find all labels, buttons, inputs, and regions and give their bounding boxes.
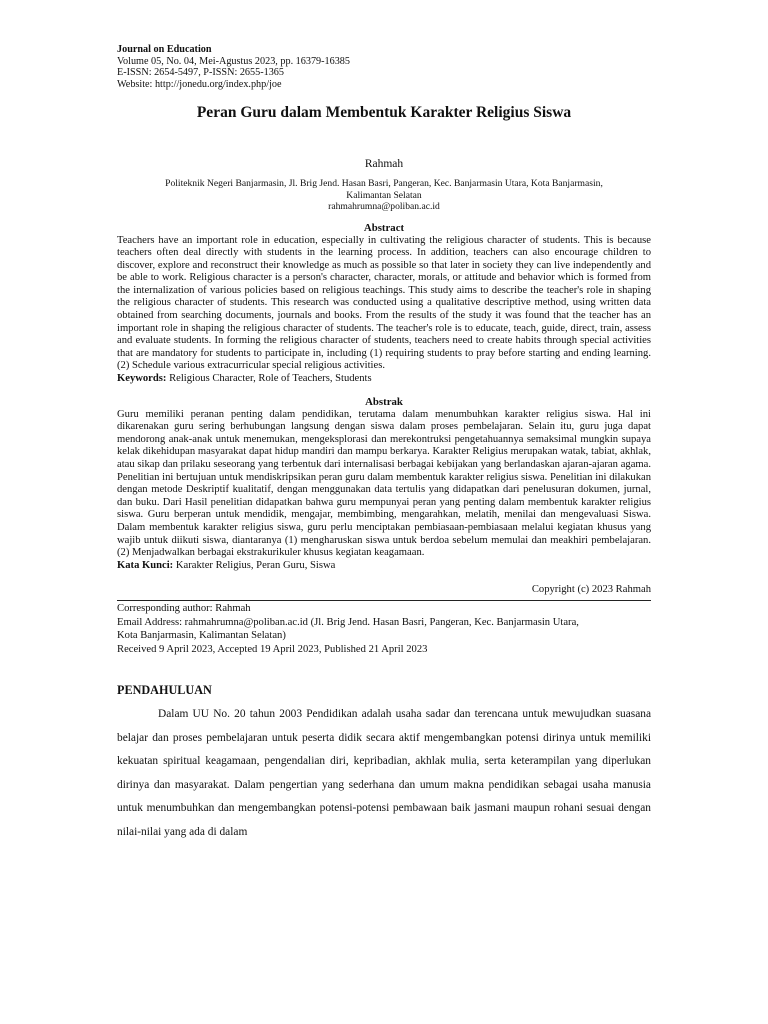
keywords-value: Religious Character, Role of Teachers, Students xyxy=(169,373,372,385)
author-email[interactable]: rahmahrumna@poliban.ac.id xyxy=(328,201,440,212)
copyright-notice: Copyright (c) 2023 Rahmah xyxy=(531,584,651,596)
section-heading-pendahuluan: PENDAHULUAN xyxy=(117,683,212,698)
abstract-heading: Abstract xyxy=(363,221,405,234)
keywords-label: Keywords: xyxy=(117,373,167,385)
paper-title: Peran Guru dalam Membentuk Karakter Religius Siswa xyxy=(196,104,572,121)
paper-page xyxy=(117,44,651,844)
intro-paragraph: Dalam UU No. 20 tahun 2003 Pendidikan adalah usaha sadar dan terencana untuk mewujudkan suasana belajar dan proses pembelajaran untuk peserta didik secara aktif mengembangkan potensi dirinya untuk memiliki kekuatan spiritual keagamaan, pengendalian diri, kepribadian, akhlak mulia, serta keterampilan yang diperlukan dirinya dan masyarakat. Dalam pengertian yang sederhana dan umum makna pendidikan sebagai usaha manusia untuk menumbuhkan dan mengembangkan potensi-potensi pembawaan baik jasmani maupun rohani sesuai dengan nilai-nilai yang ada di dalam xyxy=(117,708,651,838)
kata-kunci-value: Karakter Religius, Peran Guru, Siswa xyxy=(175,559,336,571)
publication-dates: Received 9 April 2023, Accepted 19 April 2023, Published 21 April 2023 xyxy=(117,643,428,655)
abstract-keywords xyxy=(117,373,651,386)
journal-header xyxy=(117,44,651,90)
correspondence-email-line-1: Email Address: rahmahrumna@poliban.ac.id (Jl. Brig Jend. Hasan Basri, Pangeran, Kec. Banjarmasin Utara, xyxy=(117,616,579,628)
journal-volume: Volume 05, No. 04, Mei-Agustus 2023, pp. 16379-16385 xyxy=(117,55,350,67)
journal-issn: E-ISSN: 2654-5497, P-ISSN: 2655-1365 xyxy=(117,67,284,78)
abstrak-keywords xyxy=(117,560,651,573)
journal-name: Journal on Education xyxy=(117,44,212,55)
author-name: Rahmah xyxy=(364,158,404,170)
abstrak-text: Guru memiliki peranan penting dalam pendidikan, terutama dalam menumbuhkan karakter religius siswa. Hal ini dikarenakan guru sering berhubungan langsung dengan siswa dalam proses pembelajaran. Selain itu, guru juga dapat mendorong anak-anak untuk menemukan, mengeksplorasi dan merekontruksi pengetahuannya semaksimal mungkin supaya kelak dikehidupan masyarakat dapat hidup mandiri dan mampu berkarya. Karakter Religius merupakan watak, tabiat, akhlak, atau sikap dan prilaku seseorang yang terbentuk dari internalisasi berbagai kebijakan yang berlandaskan ajaran-ajaran agama. Penelitian ini bertujuan untuk mendiskripsikan peran guru dalam membentuk karakter religius siswa. Penelitian ini dilakukan dengan metode Deskriptif kualitatif, dengan menggunakan data tertulis yang didapatkan dari penelusuran dokumen, jurnal, dan buku. Dari Hasil penelitian didapatkan bahwa guru mempunyai peran yang penting dalam membentuk karakter religius siswa. Guru berperan untuk mendidik, mengajar, membimbing, mengarahkan, melatih, menilai dan mengevaluasi Siswa. Dalam membentuk karakter religius siswa, guru perlu menciptakan pembiasaan-pembiasaan melalui kegiatan khusus yang wajib untuk diikuti siswa, diantaranya (1) mengharuskan siswa untuk berdoa sebelum memulai dan meakhiri pembelajaran. (2) Menjadwalkan berbagai ekstrakurikuler khusus kegiatan keagamaan. xyxy=(117,408,651,559)
journal-website[interactable]: Website: http://jonedu.org/index.php/joe xyxy=(117,78,282,90)
correspondence-block xyxy=(117,602,651,656)
corresponding-author: Corresponding author: Rahmah xyxy=(117,602,251,614)
kata-kunci-label: Kata Kunci: xyxy=(117,559,174,571)
abstrak-heading: Abstrak xyxy=(365,395,403,408)
abstract-text: Teachers have an important role in education, especially in cultivating the religious character of students. This is because teachers often deal directly with students in the learning process. In addition, teachers can also encourage children to discover, explore and reconstruct their knowledge as much as possible so that later in society they can live independently and be able to work. Religious character is a person's character, character, morals, or attitude and behavior which is formed from the internalization of various policies based on religious teachings. This study aims to describe the teacher's role in shaping the religious character of students. This research was conducted using a qualitative descriptive method, using written data obtained from searching documents, journals and books. From the results of the study it was found that the teacher has an important role in shaping the religious character of students. The teacher's role is to educate, teach, guide, direct, train, assess and evaluate students. In forming the religious character of students, teachers need to create habits through special activities that are mandatory for students to participate in, including (1) requiring students to pray before starting and ending learning. (2) Schedule various extracurricular special religious activities. xyxy=(117,234,651,372)
affiliation-line-1: Politeknik Negeri Banjarmasin, Jl. Brig Jend. Hasan Basri, Pangeran, Kec. Banjarmasin Utara, Kota Banjarmasin, xyxy=(165,178,603,189)
affiliation xyxy=(117,178,651,213)
divider-line xyxy=(117,600,651,601)
affiliation-line-2: Kalimantan Selatan xyxy=(346,189,422,201)
intro-body xyxy=(117,703,651,844)
correspondence-email-line-2: Kota Banjarmasin, Kalimantan Selatan) xyxy=(117,630,286,642)
